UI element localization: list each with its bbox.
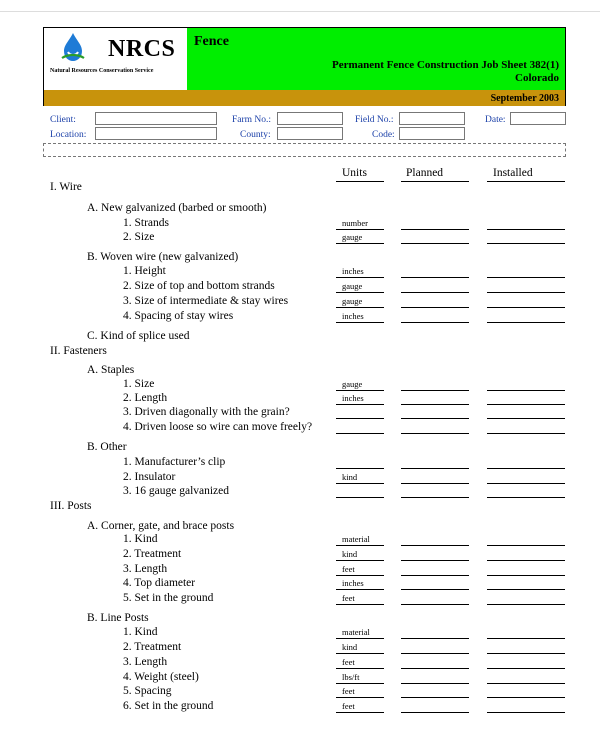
date-band xyxy=(44,90,565,106)
farm-no-input[interactable] xyxy=(277,112,343,125)
planned-header: Planned xyxy=(406,167,444,179)
units-line xyxy=(336,545,384,546)
planned-entry-line[interactable] xyxy=(401,575,469,576)
units-line xyxy=(336,404,384,405)
form-header xyxy=(43,27,566,106)
units-line xyxy=(336,683,384,684)
planned-entry-line[interactable] xyxy=(401,468,469,469)
date-input[interactable] xyxy=(510,112,566,125)
item-label: 1. Strands xyxy=(123,217,169,229)
item-label: A. Corner, gate, and brace posts xyxy=(87,520,235,532)
date-label: Date: xyxy=(485,115,506,125)
planned-entry-line[interactable] xyxy=(401,322,469,323)
planned-entry-line[interactable] xyxy=(401,418,469,419)
units-line xyxy=(336,418,384,419)
item-label: B. Woven wire (new galvanized) xyxy=(87,251,239,263)
installed-header: Installed xyxy=(493,167,533,179)
units-line xyxy=(336,589,384,590)
item-label: 1. Size xyxy=(123,378,155,390)
units-line xyxy=(336,697,384,698)
item-label: 3. 16 gauge galvanized xyxy=(123,485,230,497)
unit-label: material xyxy=(342,534,370,544)
unit-label: feet xyxy=(342,657,355,667)
planned-entry-line[interactable] xyxy=(401,433,469,434)
item-label: 6. Set in the ground xyxy=(123,700,214,712)
units-line xyxy=(336,229,384,230)
installed-entry-line[interactable] xyxy=(487,497,565,498)
planned-entry-line[interactable] xyxy=(401,277,469,278)
units-line xyxy=(336,243,384,244)
units-line xyxy=(336,292,384,293)
sheet-title-line2: Colorado xyxy=(515,72,559,84)
unit-label: feet xyxy=(342,701,355,711)
location-input[interactable] xyxy=(95,127,217,140)
unit-label: feet xyxy=(342,593,355,603)
item-label: B. Other xyxy=(87,441,127,453)
sheet-title xyxy=(332,59,559,85)
planned-entry-line[interactable] xyxy=(401,307,469,308)
units-line xyxy=(336,560,384,561)
logo-area xyxy=(44,28,188,90)
item-label: C. Kind of splice used xyxy=(87,330,190,342)
units-line xyxy=(336,483,384,484)
units-line xyxy=(336,653,384,654)
item-label: 3. Length xyxy=(123,656,168,668)
units-line xyxy=(336,575,384,576)
water-drop-logo-icon xyxy=(60,32,86,62)
units-line xyxy=(336,468,384,469)
county-input[interactable] xyxy=(277,127,343,140)
unit-label: inches xyxy=(342,311,364,321)
nrcs-logo-subtext: Natural Resources Conservation Service xyxy=(50,68,154,74)
item-label: 2. Treatment xyxy=(123,641,182,653)
item-label: 2. Size xyxy=(123,231,155,243)
code-label: Code: xyxy=(372,130,395,140)
unit-label: lbs/ft xyxy=(342,672,360,682)
planned-entry-line[interactable] xyxy=(401,638,469,639)
units-line xyxy=(336,712,384,713)
item-label: 2. Insulator xyxy=(123,471,176,483)
units-line xyxy=(336,497,384,498)
sheet-date: September 2003 xyxy=(490,93,559,104)
item-label: 5. Spacing xyxy=(123,685,172,697)
installed-entry-line[interactable] xyxy=(487,638,565,639)
installed-entry-line[interactable] xyxy=(487,292,565,293)
installed-entry-line[interactable] xyxy=(487,712,565,713)
unit-label: feet xyxy=(342,686,355,696)
farm-no-label: Farm No.: xyxy=(232,115,272,125)
planned-entry-line[interactable] xyxy=(401,497,469,498)
unit-label: inches xyxy=(342,578,364,588)
unit-label: gauge xyxy=(342,281,363,291)
units-line xyxy=(336,433,384,434)
installed-entry-line[interactable] xyxy=(487,697,565,698)
installed-entry-line[interactable] xyxy=(487,433,565,434)
planned-entry-line[interactable] xyxy=(401,560,469,561)
units-line xyxy=(336,604,384,605)
unit-label: feet xyxy=(342,564,355,574)
installed-entry-line[interactable] xyxy=(487,653,565,654)
installed-entry-line[interactable] xyxy=(487,589,565,590)
item-label: 4. Top diameter xyxy=(123,577,196,589)
client-input[interactable] xyxy=(95,112,217,125)
installed-entry-line[interactable] xyxy=(487,483,565,484)
planned-entry-line[interactable] xyxy=(401,229,469,230)
installed-header-rule xyxy=(487,181,565,182)
unit-label: gauge xyxy=(342,296,363,306)
item-label: A. Staples xyxy=(87,364,135,376)
planned-entry-line[interactable] xyxy=(401,404,469,405)
installed-entry-line[interactable] xyxy=(487,604,565,605)
sheet-title-line1: Permanent Fence Construction Job Sheet 382(1) xyxy=(332,59,559,71)
item-label: 3. Size of intermediate & stay wires xyxy=(123,295,289,307)
field-no-input[interactable] xyxy=(399,112,465,125)
unit-label: inches xyxy=(342,266,364,276)
units-line xyxy=(336,668,384,669)
installed-entry-line[interactable] xyxy=(487,229,565,230)
planned-entry-line[interactable] xyxy=(401,589,469,590)
page-top-rule xyxy=(0,11,600,12)
installed-entry-line[interactable] xyxy=(487,683,565,684)
client-label: Client: xyxy=(50,115,76,125)
planned-entry-line[interactable] xyxy=(401,483,469,484)
unit-label: material xyxy=(342,627,370,637)
installed-entry-line[interactable] xyxy=(487,277,565,278)
planned-entry-line[interactable] xyxy=(401,697,469,698)
installed-entry-line[interactable] xyxy=(487,668,565,669)
item-label: III. Posts xyxy=(50,500,92,512)
item-label: 1. Kind xyxy=(123,533,158,545)
code-input[interactable] xyxy=(399,127,465,140)
installed-entry-line[interactable] xyxy=(487,404,565,405)
installed-entry-line[interactable] xyxy=(487,243,565,244)
planned-entry-line[interactable] xyxy=(401,653,469,654)
installed-entry-line[interactable] xyxy=(487,545,565,546)
installed-entry-line[interactable] xyxy=(487,468,565,469)
unit-label: number xyxy=(342,218,368,228)
planned-entry-line[interactable] xyxy=(401,683,469,684)
installed-entry-line[interactable] xyxy=(487,322,565,323)
installed-entry-line[interactable] xyxy=(487,418,565,419)
section-title: Fence xyxy=(194,34,229,49)
planned-entry-line[interactable] xyxy=(401,712,469,713)
field-no-label: Field No.: xyxy=(355,115,394,125)
item-label: II. Fasteners xyxy=(50,345,107,357)
item-label: B. Line Posts xyxy=(87,612,149,624)
installed-entry-line[interactable] xyxy=(487,390,565,391)
unit-label: kind xyxy=(342,549,358,559)
planned-entry-line[interactable] xyxy=(401,292,469,293)
planned-entry-line[interactable] xyxy=(401,604,469,605)
unit-label: kind xyxy=(342,642,358,652)
planned-entry-line[interactable] xyxy=(401,390,469,391)
notes-field[interactable] xyxy=(43,143,566,157)
planned-entry-line[interactable] xyxy=(401,668,469,669)
item-label: 1. Manufacturer’s clip xyxy=(123,456,226,468)
item-label: 2. Size of top and bottom strands xyxy=(123,280,275,292)
item-label: 2. Length xyxy=(123,392,168,404)
item-label: A. New galvanized (barbed or smooth) xyxy=(87,202,267,214)
unit-label: inches xyxy=(342,393,364,403)
units-line xyxy=(336,322,384,323)
item-label: 1. Kind xyxy=(123,626,158,638)
unit-label: gauge xyxy=(342,379,363,389)
item-label: 1. Height xyxy=(123,265,166,277)
units-line xyxy=(336,390,384,391)
planned-entry-line[interactable] xyxy=(401,243,469,244)
item-label: 2. Treatment xyxy=(123,548,182,560)
item-label: 4. Driven loose so wire can move freely? xyxy=(123,421,313,433)
planned-header-rule xyxy=(401,181,469,182)
installed-entry-line[interactable] xyxy=(487,307,565,308)
installed-entry-line[interactable] xyxy=(487,575,565,576)
installed-entry-line[interactable] xyxy=(487,560,565,561)
item-label: 3. Driven diagonally with the grain? xyxy=(123,406,290,418)
item-label: 3. Length xyxy=(123,563,168,575)
units-line xyxy=(336,307,384,308)
item-label: I. Wire xyxy=(50,181,82,193)
units-header: Units xyxy=(342,167,367,179)
units-header-rule xyxy=(336,181,384,182)
item-label: 5. Set in the ground xyxy=(123,592,214,604)
unit-label: kind xyxy=(342,472,358,482)
units-line xyxy=(336,277,384,278)
planned-entry-line[interactable] xyxy=(401,545,469,546)
nrcs-logo-text: NRCS xyxy=(108,36,176,62)
item-label: 4. Spacing of stay wires xyxy=(123,310,234,322)
item-label: 4. Weight (steel) xyxy=(123,671,199,683)
county-label: County: xyxy=(240,130,271,140)
unit-label: gauge xyxy=(342,232,363,242)
location-label: Location: xyxy=(50,130,87,140)
units-line xyxy=(336,638,384,639)
